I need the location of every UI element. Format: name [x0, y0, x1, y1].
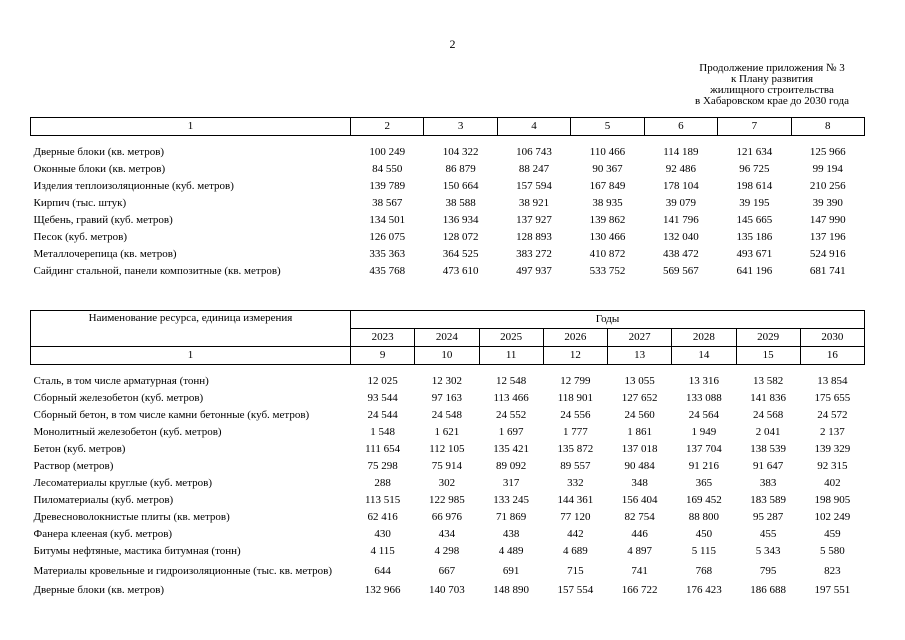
table-row	[31, 526, 865, 543]
value-cell: 89 092	[496, 460, 527, 472]
value-cell: 141 796	[663, 214, 699, 226]
resource-name: Пиломатериалы (куб. метров)	[33, 494, 174, 506]
table-row	[31, 475, 865, 492]
value-cell: 198 905	[814, 494, 851, 506]
value-cell: 113 466	[493, 392, 529, 404]
value-cell: 39 390	[812, 197, 843, 209]
value-cell: 99 194	[812, 163, 843, 175]
table-row	[31, 246, 865, 263]
table-row	[31, 407, 865, 424]
column-number-row	[31, 118, 865, 136]
value-cell: 4 489	[498, 545, 524, 557]
value-cell: 66 976	[431, 511, 462, 523]
value-cell: 104 322	[442, 146, 479, 158]
value-cell: 137 704	[686, 443, 722, 455]
value-cell: 348	[631, 477, 648, 489]
resource-name: Дверные блоки (кв. метров)	[33, 584, 165, 596]
value-cell: 136 934	[442, 214, 479, 226]
value-cell: 140 703	[429, 584, 465, 596]
value-cell: 365	[695, 477, 713, 489]
value-cell: 113 515	[364, 494, 401, 506]
value-cell: 126 075	[369, 231, 406, 243]
resource-table-continuation	[30, 117, 865, 280]
value-cell: 5 580	[820, 545, 845, 557]
value-cell: 156 404	[621, 494, 658, 506]
resource-name: Оконные блоки (кв. метров)	[33, 163, 166, 175]
value-cell: 89 557	[560, 460, 591, 472]
value-cell: 497 937	[516, 265, 552, 277]
value-cell: 24 556	[560, 409, 591, 421]
column-number-row	[31, 347, 865, 365]
value-cell: 12 302	[431, 375, 462, 387]
value-cell: 150 664	[442, 180, 479, 192]
value-cell: 100 249	[369, 146, 406, 158]
appendix-caption	[677, 63, 867, 107]
column-number: 4	[497, 118, 570, 136]
value-cell: 133 245	[493, 494, 529, 506]
value-cell: 2 041	[755, 426, 781, 438]
value-cell: 438 472	[663, 248, 699, 260]
value-cell: 524 916	[809, 248, 846, 260]
resource-name: Дверные блоки (кв. метров)	[33, 146, 165, 158]
table-row	[31, 458, 865, 475]
value-cell: 691	[502, 564, 520, 577]
table-row	[31, 441, 865, 458]
value-cell: 147 990	[809, 214, 846, 226]
value-cell: 139 789	[369, 180, 406, 192]
value-cell: 167 849	[589, 180, 626, 192]
table-row	[31, 560, 865, 582]
value-cell: 112 105	[429, 443, 465, 455]
value-cell: 1 621	[434, 426, 460, 438]
value-cell: 128 893	[516, 231, 552, 243]
value-cell: 5 115	[691, 545, 717, 557]
value-cell: 145 665	[736, 214, 773, 226]
value-cell: 102 249	[814, 511, 851, 523]
year-cell: 2027	[608, 329, 672, 347]
column-number: 5	[571, 118, 644, 136]
year-cell: 2029	[736, 329, 800, 347]
table-row	[31, 509, 865, 526]
value-cell: 178 104	[663, 180, 699, 192]
value-cell: 97 163	[431, 392, 462, 404]
year-cell: 2024	[415, 329, 479, 347]
column-number: 8	[791, 118, 864, 136]
value-cell: 38 921	[518, 197, 550, 209]
table-row	[31, 161, 865, 178]
value-cell: 383	[759, 477, 777, 489]
value-cell: 24 544	[367, 409, 398, 421]
value-cell: 39 079	[665, 197, 697, 209]
value-cell: 12 548	[496, 375, 527, 387]
value-cell: 533 752	[589, 265, 626, 277]
value-cell: 13 055	[624, 375, 655, 387]
value-cell: 446	[631, 528, 648, 540]
value-cell: 402	[824, 477, 841, 489]
value-cell: 210 256	[809, 180, 846, 192]
value-cell: 459	[824, 528, 841, 540]
value-cell: 62 416	[367, 511, 398, 523]
value-cell: 39 195	[739, 197, 770, 209]
table-body	[31, 365, 865, 600]
column-number: 1	[31, 118, 351, 136]
resource-name: Щебень, гравий (куб. метров)	[33, 214, 173, 226]
value-cell: 38 935	[592, 197, 623, 209]
value-cell: 715	[567, 564, 584, 577]
value-cell: 4 298	[434, 545, 460, 557]
year-cell: 2023	[351, 329, 415, 347]
value-cell: 569 567	[663, 265, 699, 277]
value-cell: 183 589	[750, 494, 786, 506]
resource-name: Фанера клееная (куб. метров)	[33, 528, 173, 540]
value-cell: 197 551	[814, 584, 851, 596]
value-cell: 130 466	[589, 231, 626, 243]
year-cell: 2025	[479, 329, 543, 347]
value-cell: 641 196	[736, 265, 773, 277]
column-number: 14	[672, 347, 736, 365]
value-cell: 12 025	[367, 375, 398, 387]
value-cell: 132 040	[663, 231, 699, 243]
column-number: 15	[736, 347, 800, 365]
value-cell: 795	[759, 564, 777, 577]
value-cell: 122 985	[429, 494, 465, 506]
value-cell: 110 466	[589, 146, 626, 158]
value-cell: 317	[502, 477, 520, 489]
value-cell: 644	[374, 564, 391, 577]
value-cell: 741	[631, 564, 648, 577]
value-cell: 434	[438, 528, 456, 540]
value-cell: 135 186	[736, 231, 773, 243]
value-cell: 383 272	[516, 248, 552, 260]
column-number: 10	[415, 347, 479, 365]
resource-name: Сайдинг стальной, панели композитные (кв. метров)	[33, 265, 281, 277]
value-cell: 141 836	[750, 392, 786, 404]
resource-name: Древесноволокнистые плиты (кв. метров)	[33, 511, 230, 523]
column-number: 1	[31, 347, 351, 365]
value-cell: 132 966	[364, 584, 401, 596]
value-cell: 92 486	[665, 163, 697, 175]
table-row	[31, 424, 865, 441]
years-header: Годы	[351, 311, 865, 329]
value-cell: 137 018	[621, 443, 658, 455]
value-cell: 364 525	[442, 248, 479, 260]
value-cell: 13 582	[753, 375, 784, 387]
value-cell: 455	[759, 528, 777, 540]
table-row	[31, 390, 865, 407]
value-cell: 4 115	[370, 545, 395, 557]
value-cell: 96 725	[739, 163, 770, 175]
table-row	[31, 373, 865, 390]
value-cell: 442	[567, 528, 584, 540]
value-cell: 1 548	[370, 426, 395, 438]
value-cell: 138 539	[750, 443, 786, 455]
page-number: 2	[449, 37, 456, 51]
column-number: 12	[543, 347, 607, 365]
year-cell: 2026	[543, 329, 607, 347]
value-cell: 24 568	[753, 409, 784, 421]
value-cell: 82 754	[624, 511, 655, 523]
value-cell: 148 890	[493, 584, 529, 596]
value-cell: 4 897	[627, 545, 652, 557]
value-cell: 24 548	[431, 409, 462, 421]
value-cell: 38 567	[372, 197, 403, 209]
value-cell: 91 647	[753, 460, 784, 472]
table-row	[31, 144, 865, 161]
column-number: 2	[351, 118, 424, 136]
value-cell: 88 800	[688, 511, 719, 523]
resource-name: Лесоматериалы круглые (куб. метров)	[33, 477, 212, 489]
resource-name-header: Наименование ресурса, единица измерения	[31, 311, 351, 347]
column-number: 16	[800, 347, 864, 365]
value-cell: 38 588	[445, 197, 476, 209]
value-cell: 137 196	[809, 231, 846, 243]
value-cell: 667	[438, 564, 456, 577]
table-row	[31, 229, 865, 246]
appendix-line: к Плану развития	[730, 73, 814, 85]
value-cell: 2 137	[820, 426, 845, 438]
value-cell: 157 554	[557, 584, 594, 596]
resource-name: Сталь, в том числе арматурная (тонн)	[33, 375, 209, 387]
value-cell: 473 610	[442, 265, 479, 277]
value-cell: 198 614	[736, 180, 773, 192]
resource-name: Раствор (метров)	[33, 460, 114, 472]
value-cell: 1 777	[563, 426, 588, 438]
value-cell: 135 872	[557, 443, 594, 455]
value-cell: 127 652	[621, 392, 658, 404]
value-cell: 111 654	[365, 443, 401, 455]
resource-name: Сборный бетон, в том числе камни бетонные (куб. метров)	[33, 409, 310, 421]
value-cell: 121 634	[736, 146, 773, 158]
table-row	[31, 212, 865, 229]
value-cell: 91 216	[688, 460, 719, 472]
value-cell: 335 363	[369, 248, 406, 260]
appendix-line: в Хабаровском крае до 2030 года	[695, 95, 849, 107]
year-cell: 2028	[672, 329, 736, 347]
value-cell: 24 572	[817, 409, 848, 421]
value-cell: 114 189	[663, 146, 699, 158]
value-cell: 93 544	[367, 392, 398, 404]
table-row	[31, 263, 865, 280]
value-cell: 95 287	[753, 511, 784, 523]
column-number: 3	[424, 118, 497, 136]
value-cell: 176 423	[686, 584, 722, 596]
column-number: 6	[644, 118, 717, 136]
value-cell: 144 361	[557, 494, 594, 506]
resource-name: Металлочерепица (кв. метров)	[33, 248, 177, 260]
appendix-line: жилищного строительства	[710, 84, 834, 96]
column-number: 11	[479, 347, 543, 365]
value-cell: 332	[567, 477, 584, 489]
value-cell: 302	[438, 477, 456, 489]
table-row	[31, 195, 865, 212]
value-cell: 186 688	[750, 584, 786, 596]
value-cell: 134 501	[369, 214, 406, 226]
resource-name: Кирпич (тыс. штук)	[33, 197, 127, 209]
value-cell: 24 552	[496, 409, 527, 421]
value-cell: 5 343	[755, 545, 781, 557]
value-cell: 92 315	[817, 460, 848, 472]
value-cell: 75 914	[431, 460, 462, 472]
value-cell: 24 564	[688, 409, 719, 421]
value-cell: 410 872	[589, 248, 626, 260]
resource-name: Песок (куб. метров)	[33, 231, 128, 243]
year-cell: 2030	[800, 329, 864, 347]
header-row	[31, 311, 865, 329]
value-cell: 493 671	[736, 248, 773, 260]
resource-name: Бетон (куб. метров)	[33, 443, 126, 455]
value-cell: 157 594	[516, 180, 552, 192]
value-cell: 75 298	[367, 460, 398, 472]
spacer-row	[31, 136, 865, 145]
value-cell: 90 367	[592, 163, 623, 175]
value-cell: 823	[824, 564, 841, 577]
value-cell: 4 689	[563, 545, 588, 557]
value-cell: 768	[695, 564, 713, 577]
value-cell: 90 484	[624, 460, 655, 472]
column-number: 7	[718, 118, 791, 136]
value-cell: 118 901	[557, 392, 594, 404]
table-row	[31, 582, 865, 599]
value-cell: 1 861	[627, 426, 652, 438]
value-cell: 84 550	[372, 163, 403, 175]
resource-name: Монолитный железобетон (куб. метров)	[33, 426, 222, 438]
value-cell: 135 421	[493, 443, 529, 455]
value-cell: 106 743	[516, 146, 552, 158]
value-cell: 128 072	[442, 231, 479, 243]
value-cell: 77 120	[560, 511, 591, 523]
value-cell: 125 966	[809, 146, 846, 158]
value-cell: 175 655	[814, 392, 851, 404]
value-cell: 13 316	[688, 375, 719, 387]
table-row	[31, 492, 865, 509]
value-cell: 681 741	[809, 265, 846, 277]
value-cell: 1 697	[498, 426, 524, 438]
value-cell: 86 879	[445, 163, 476, 175]
value-cell: 435 768	[369, 265, 406, 277]
table-row	[31, 178, 865, 195]
value-cell: 13 854	[817, 375, 848, 387]
appendix-line: Продолжение приложения № 3	[699, 62, 845, 74]
value-cell: 137 927	[516, 214, 552, 226]
value-cell: 71 869	[496, 511, 527, 523]
value-cell: 12 799	[560, 375, 591, 387]
table-row	[31, 543, 865, 560]
resource-name: Материалы кровельные и гидроизоляционные (тыс. кв. метров)	[33, 565, 333, 577]
value-cell: 288	[374, 477, 391, 489]
value-cell: 450	[695, 528, 713, 540]
value-cell: 1 949	[691, 426, 717, 438]
value-cell: 139 862	[589, 214, 626, 226]
resource-name: Битумы нефтяные, мастика битумная (тонн)	[33, 545, 241, 557]
value-cell: 139 329	[814, 443, 851, 455]
value-cell: 169 452	[686, 494, 722, 506]
column-number: 9	[351, 347, 415, 365]
value-cell: 88 247	[518, 163, 550, 175]
column-number: 13	[608, 347, 672, 365]
resource-name: Изделия теплоизоляционные (куб. метров)	[33, 180, 234, 192]
table-body	[31, 136, 865, 281]
spacer-row	[31, 365, 865, 374]
resource-table-years	[30, 310, 865, 599]
value-cell: 24 560	[624, 409, 655, 421]
value-cell: 438	[502, 528, 520, 540]
value-cell: 133 088	[686, 392, 722, 404]
value-cell: 430	[374, 528, 391, 540]
resource-name: Сборный железобетон (куб. метров)	[33, 392, 204, 404]
value-cell: 166 722	[621, 584, 658, 596]
